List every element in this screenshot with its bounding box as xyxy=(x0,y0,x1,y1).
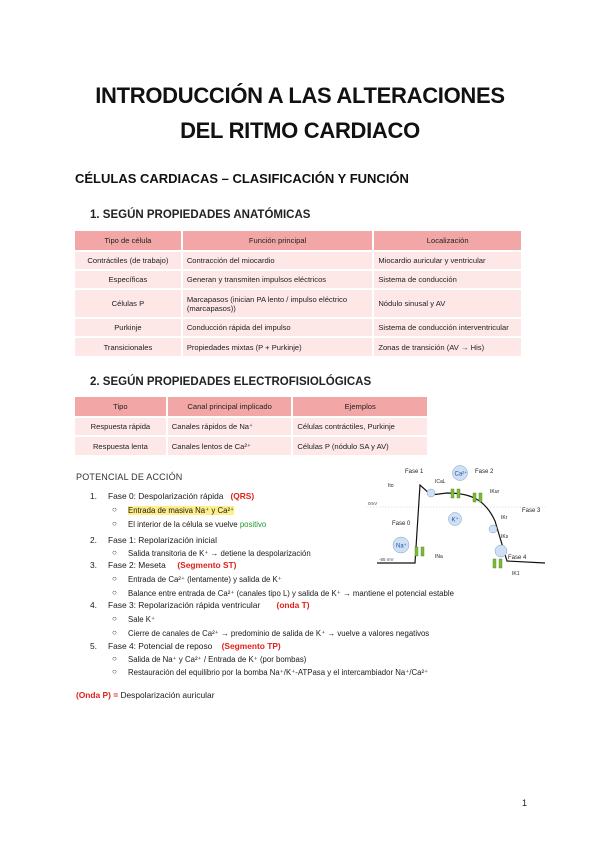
phase-tag: (onda T) xyxy=(276,600,310,610)
phase-item: 4. Fase 3: Repolarización rápida ventricular (onda T) xyxy=(90,600,310,610)
phase-detail: ○ Cierre de canales de Ca²⁺ → predominio de salida de K⁺ → vuelve a valores negativos xyxy=(112,628,430,638)
table-cell: Sistema de conducción xyxy=(373,270,522,289)
ion-channel-icon xyxy=(451,489,454,498)
table-cell: Propiedades mixtas (P + Purkinje) xyxy=(182,337,374,356)
phase-item: 1. Fase 0: Despolarización rápida (QRS) xyxy=(90,491,255,501)
phase-detail: ○ Sale K⁺ xyxy=(112,614,156,624)
ion-channel-icon xyxy=(457,489,460,498)
table-header: Tipo de célula xyxy=(75,231,182,251)
title-line-2: DEL RITMO CARDIACO xyxy=(180,118,420,143)
phase-detail: ○ Restauración del equilibrio por la bomba Na⁺/K⁺-ATPasa y el intercambiador Na⁺/Ca²⁺ xyxy=(112,667,429,677)
phase-detail: ○ Entrada de Ca²⁺ (lentamente) y salida de K⁺ xyxy=(112,574,282,584)
table-cell: Respuesta rápida xyxy=(75,417,167,436)
ion-channel-icon xyxy=(421,547,424,556)
ion-channel-icon xyxy=(493,559,496,568)
section-heading: CÉLULAS CARDIACAS – CLASIFICACIÓN Y FUNCIÓN xyxy=(75,171,409,186)
p-wave-note: (Onda P) = Despolarización auricular xyxy=(76,690,215,700)
phase-item: 3. Fase 2: Meseta (Segmento ST) xyxy=(90,560,237,570)
phase-tag: (Segmento ST) xyxy=(177,560,237,570)
subheading-electrophysiological: 2. SEGÚN PROPIEDADES ELECTROFISIOLÓGICAS xyxy=(90,376,372,388)
phase-item: 2. Fase 1: Repolarización inicial xyxy=(90,535,217,545)
table-cell: Zonas de transición (AV → His) xyxy=(373,337,522,356)
table-cell: Marcapasos (inician PA lento / impulso eléctrico (marcapasos)) xyxy=(182,289,374,318)
phase-detail: ○ Salida transitoria de K⁺ → detiene la despolarización xyxy=(112,548,311,558)
diagram-label: Fase 1 xyxy=(405,469,424,475)
phase-item: 5. Fase 4: Potencial de reposo (Segmento TP) xyxy=(90,641,281,651)
table-header: Tipo xyxy=(75,397,167,417)
diagram-label: Fase 4 xyxy=(508,555,527,561)
phase-detail: ○ El interior de la célula se vuelve positivo xyxy=(112,519,267,529)
ion-channel-icon xyxy=(479,493,482,502)
diagram-label: K⁺ xyxy=(451,517,459,524)
page-number: 1 xyxy=(522,798,528,808)
table-cell: Conducción rápida del impulso xyxy=(182,318,374,337)
action-potential-diagram xyxy=(365,463,547,583)
table-cell: Células contráctiles, Purkinje xyxy=(292,417,428,436)
diagram-label: -85 mV xyxy=(379,557,394,562)
table-cell: Células P xyxy=(75,289,182,318)
table-cell: Canales rápidos de Na⁺ xyxy=(167,417,293,436)
title-line-1: INTRODUCCIÓN A LAS ALTERACIONES xyxy=(95,83,505,108)
diagram-label: ICaL xyxy=(435,479,446,485)
table-header: Canal principal implicado xyxy=(167,397,293,417)
table-header: Ejemplos xyxy=(292,397,428,417)
phase-detail: ○ Salida de Na⁺ y Ca²⁺ / Entrada de K⁺ (por bombas) xyxy=(112,654,307,664)
diagram-label: INa xyxy=(435,554,443,560)
table-header: Función principal xyxy=(182,231,374,251)
phase-detail: ○ Entrada de masiva Na⁺ y Ca²⁺ xyxy=(112,505,235,515)
table-cell: Transicionales xyxy=(75,337,182,356)
table-cell: Contracción del miocardio xyxy=(182,251,374,270)
table-cell: Purkinje xyxy=(75,318,182,337)
table-cell: Células P (nódulo SA y AV) xyxy=(292,436,428,455)
table-cell: Sistema de conducción interventricular xyxy=(373,318,522,337)
table-cell: Miocardio auricular y ventricular xyxy=(373,251,522,270)
diagram-label: Fase 2 xyxy=(475,469,494,475)
diagram-label: Fase 3 xyxy=(522,508,541,514)
phase-tag: (Segmento TP) xyxy=(221,641,281,651)
diagram-label: IK1 xyxy=(512,571,520,577)
electro-table xyxy=(75,397,429,455)
ion-bubble xyxy=(427,489,435,497)
ion-channel-icon xyxy=(473,493,476,502)
diagram-label: IKur xyxy=(490,489,500,495)
diagram-label: Fase 0 xyxy=(392,521,411,527)
table-cell: Generan y transmiten impulsos eléctricos xyxy=(182,270,374,289)
table-cell: Respuesta lenta xyxy=(75,436,167,455)
ion-channel-icon xyxy=(499,559,502,568)
anatomical-table xyxy=(75,231,523,356)
table-cell: Contráctiles (de trabajo) xyxy=(75,251,182,270)
diagram-label: IKr xyxy=(501,515,508,521)
table-cell: Nódulo sinusal y AV xyxy=(373,289,522,318)
diagram-label: 0mV xyxy=(368,501,378,506)
ion-channel-icon xyxy=(415,547,418,556)
action-potential-title: POTENCIAL DE ACCIÓN xyxy=(76,472,183,482)
subheading-anatomical: 1. SEGÚN PROPIEDADES ANATÓMICAS xyxy=(90,209,311,221)
diagram-label: Ito xyxy=(388,483,394,489)
table-cell: Específicas xyxy=(75,270,182,289)
phase-tag: (QRS) xyxy=(230,491,255,501)
table-cell: Canales lentos de Ca²⁺ xyxy=(167,436,293,455)
phase-detail: ○ Balance entre entrada de Ca²⁺ (canales tipo L) y salida de K⁺ → mantiene el potencial estable xyxy=(112,588,454,598)
ion-bubble xyxy=(495,545,507,557)
ion-bubble xyxy=(489,525,497,533)
table-header: Localización xyxy=(373,231,522,251)
diagram-label: IKs xyxy=(501,534,509,540)
diagram-label: Ca²⁺ xyxy=(454,471,468,478)
diagram-label: Na⁺ xyxy=(396,543,407,550)
